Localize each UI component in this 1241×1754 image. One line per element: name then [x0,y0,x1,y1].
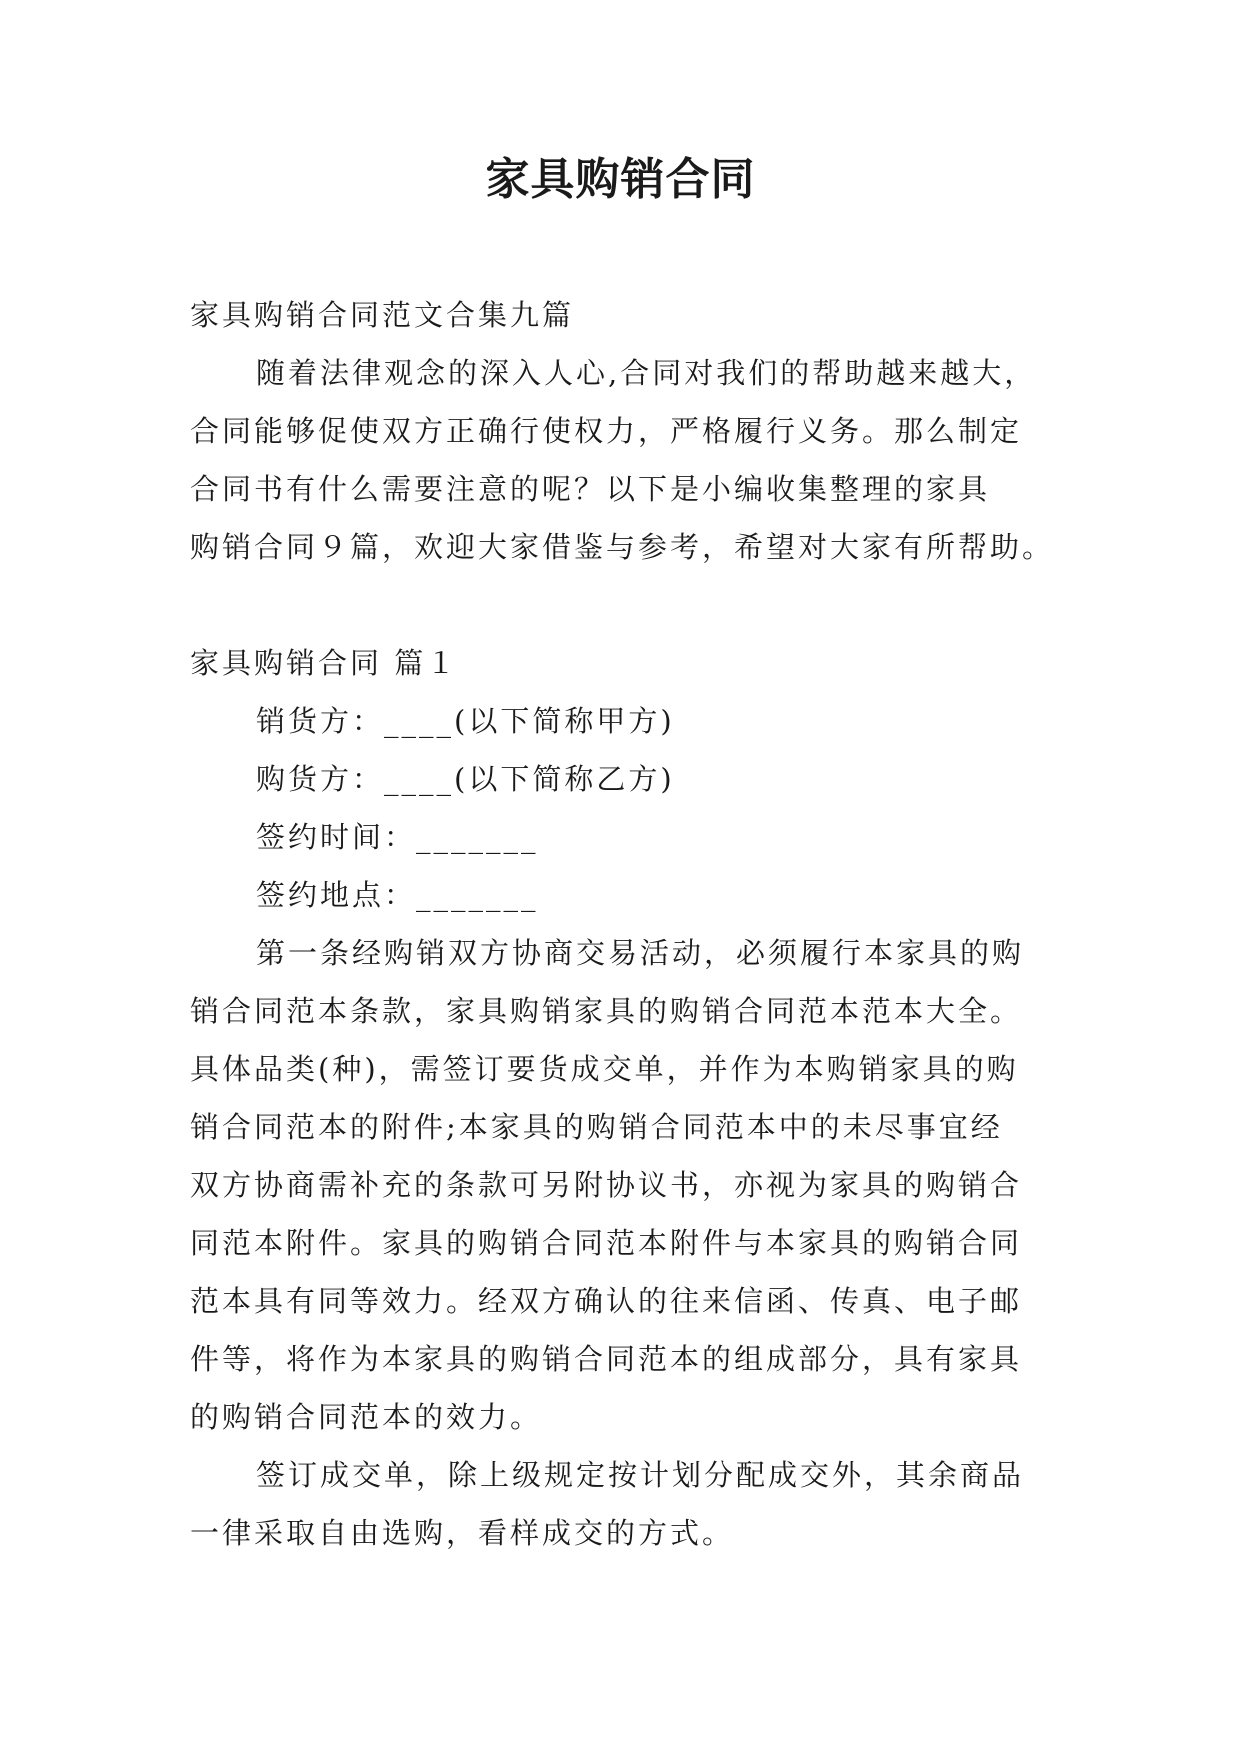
seller-field: 销货方：____(以下简称甲方) [256,704,675,738]
closing-line: 签订成交单，除上级规定按计划分配成交外，其余商品 [256,1458,1025,1492]
document-title: 家具购销合同 [485,154,756,205]
collection-subtitle: 家具购销合同范文合集九篇 [190,298,575,332]
intro-line: 合同书有什么需要注意的呢？以下是小编收集整理的家具 [190,472,991,506]
paragraph-gap [190,576,1070,634]
article-line: 双方协商需补充的条款可另附协议书，亦视为家具的购销合 [190,1168,1023,1202]
article-line: 销合同范本的附件;本家具的购销合同范本中的未尽事宜经 [190,1110,1003,1144]
article-line: 范本具有同等效力。经双方确认的往来信函、传真、电子邮 [190,1284,1023,1318]
buyer-field: 购货方：____(以下简称乙方) [256,762,675,796]
signing-time-field: 签约时间：_______ [256,820,539,854]
intro-line: 随着法律观念的深入人心,合同对我们的帮助越来越大， [256,356,1037,390]
section-heading: 家具购销合同 篇１ [190,646,459,680]
article-line: 件等，将作为本家具的购销合同范本的组成部分，具有家具 [190,1342,1023,1376]
signing-place-field: 签约地点：_______ [256,878,539,912]
article-line: 第一条经购销双方协商交易活动，必须履行本家具的购 [256,936,1025,970]
article-line: 销合同范本条款，家具购销家具的购销合同范本范本大全。 [190,994,1023,1028]
document-body [190,286,1070,1562]
intro-line: 购销合同９篇，欢迎大家借鉴与参考，希望对大家有所帮助。 [190,530,1055,564]
article-line: 具体品类(种)，需签订要货成交单，并作为本购销家具的购 [190,1052,1019,1086]
article-line: 的购销合同范本的效力。 [190,1400,543,1434]
intro-line: 合同能够促使双方正确行使权力，严格履行义务。那么制定 [190,414,1023,448]
closing-line: 一律采取自由选购，看样成交的方式。 [190,1516,735,1550]
article-line: 同范本附件。家具的购销合同范本附件与本家具的购销合同 [190,1226,1023,1260]
